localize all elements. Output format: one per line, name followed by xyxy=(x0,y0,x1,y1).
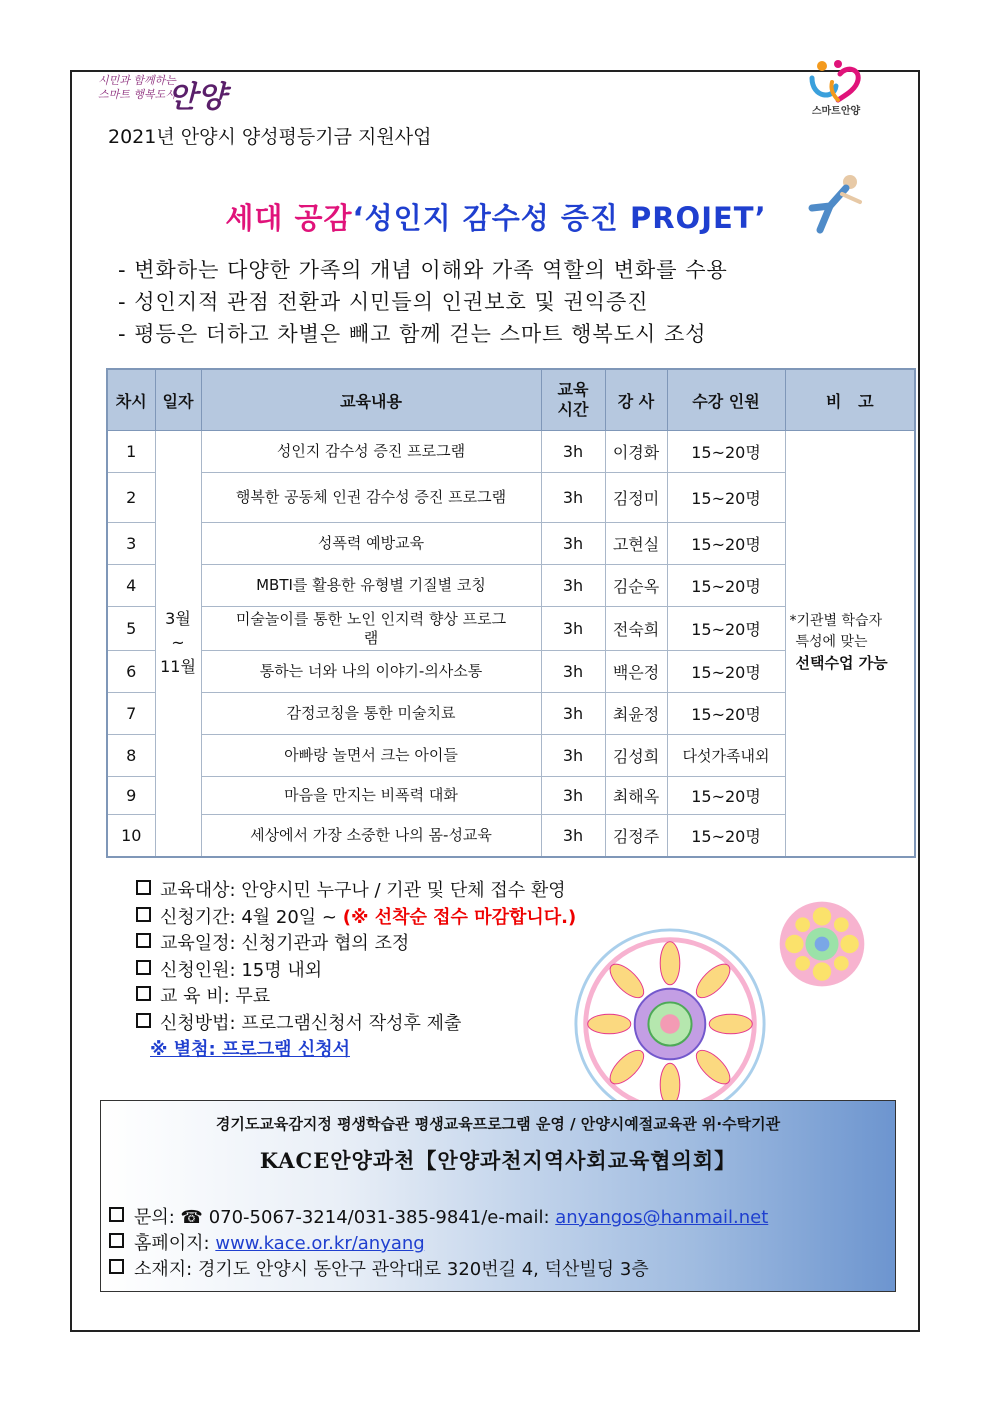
cell-hours: 3h xyxy=(541,523,605,565)
cell-no: 5 xyxy=(107,607,155,651)
cell-teacher: 김순옥 xyxy=(605,565,667,607)
note-line2: 특성에 맞는 xyxy=(795,634,868,651)
footer-contact-text: 문의: ☎ 070-5067-3214/031-385-9841/e-mail: xyxy=(134,1207,556,1228)
goal-item: - 평등은 더하고 차별은 빼고 함께 걷는 스마트 행복도시 조성 xyxy=(118,322,707,346)
cell-no: 6 xyxy=(107,651,155,693)
title-main: ‘성인지 감수성 증진 PROJET’ xyxy=(352,201,767,235)
cell-content: 세상에서 가장 소중한 나의 몸-성교육 xyxy=(201,815,541,857)
cell-hours: 3h xyxy=(541,735,605,777)
footer-homepage-label: 홈페이지: xyxy=(134,1233,216,1254)
cell-teacher: 전숙희 xyxy=(605,607,667,651)
logo-city-name: 안양 xyxy=(168,80,226,115)
table-row xyxy=(107,431,915,473)
cell-teacher: 김정미 xyxy=(605,473,667,523)
info-period xyxy=(136,905,576,932)
cell-count: 15~20명 xyxy=(667,651,785,693)
cell-count: 15~20명 xyxy=(667,777,785,815)
date-end: 11월 xyxy=(160,657,196,677)
goals-list xyxy=(118,254,728,350)
cell-hours: 3h xyxy=(541,651,605,693)
cell-content: 성폭력 예방교육 xyxy=(201,523,541,565)
cell-count: 다섯가족내외 xyxy=(667,735,785,777)
smart-anyang-logo xyxy=(800,56,872,118)
cell-teacher: 최윤정 xyxy=(605,693,667,735)
contact-footer xyxy=(100,1100,896,1292)
header-content: 교육내용 xyxy=(201,369,541,431)
info-schedule xyxy=(136,931,576,958)
cell-content-text: 미술놀이를 통한 노인 인지력 향상 프로그램 xyxy=(235,609,507,647)
checkbox-icon xyxy=(109,1233,124,1248)
cell-teacher: 이경화 xyxy=(605,431,667,473)
cell-date xyxy=(155,431,201,857)
cell-hours: 3h xyxy=(541,777,605,815)
info-fee-text: 교 육 비: 무료 xyxy=(160,986,271,1007)
footer-address xyxy=(109,1257,768,1283)
footer-contact xyxy=(109,1205,768,1231)
page-title xyxy=(0,196,992,237)
info-period-text: 신청기간: 4월 20일 ~ xyxy=(160,906,343,928)
checkbox-icon xyxy=(136,933,151,948)
mandala-decoration-icon xyxy=(572,926,768,1122)
header-date: 일자 xyxy=(155,369,201,431)
cell-count: 15~20명 xyxy=(667,473,785,523)
cell-teacher: 고현실 xyxy=(605,523,667,565)
cell-content: MBTI를 활용한 유형별 기질별 코칭 xyxy=(201,565,541,607)
header-note: 비 고 xyxy=(785,369,915,431)
cell-hours: 3h xyxy=(541,431,605,473)
header-count: 수강 인원 xyxy=(667,369,785,431)
cell-content xyxy=(201,607,541,651)
footer-homepage xyxy=(109,1231,768,1257)
smart-anyang-emblem-icon xyxy=(800,56,872,104)
cell-count: 15~20명 xyxy=(667,815,785,857)
info-fee xyxy=(136,984,576,1011)
info-attachment xyxy=(136,1037,576,1064)
note-line1: *기관별 학습자 xyxy=(789,613,883,630)
cell-count: 15~20명 xyxy=(667,607,785,651)
header-teacher: 강 사 xyxy=(605,369,667,431)
schedule-table xyxy=(106,368,916,858)
cell-no: 3 xyxy=(107,523,155,565)
email-link[interactable]: anyangos@hanmail.net xyxy=(555,1207,769,1228)
checkbox-icon xyxy=(136,907,151,922)
cell-teacher: 김정주 xyxy=(605,815,667,857)
cell-content: 마음을 만지는 비폭력 대화 xyxy=(201,777,541,815)
cell-count: 15~20명 xyxy=(667,693,785,735)
date-start: 3월 xyxy=(165,609,191,629)
cell-count: 15~20명 xyxy=(667,431,785,473)
footer-contact-lines xyxy=(109,1205,768,1283)
info-method-text: 신청방법: 프로그램신청서 작성후 제출 xyxy=(160,1012,462,1034)
header-session: 차시 xyxy=(107,369,155,431)
footer-address-text: 소재지: 경기도 안양시 동안구 관악대로 320번길 4, 덕산빌딩 3층 xyxy=(134,1259,649,1280)
program-line: 2021년 안양시 양성평등기금 지원사업 xyxy=(108,126,432,148)
cell-no: 1 xyxy=(107,431,155,473)
checkbox-icon xyxy=(136,880,151,895)
header-hours xyxy=(541,369,605,431)
checkbox-icon xyxy=(136,960,151,975)
cell-no: 7 xyxy=(107,693,155,735)
goal-item: - 성인지적 관점 전환과 시민들의 인권보호 및 권익증진 xyxy=(118,290,649,314)
goal-item: - 변화하는 다양한 가족의 개념 이해와 가족 역할의 변화를 수용 xyxy=(118,258,728,282)
footer-organization: KACE안양과천【안양과천지역사회교육협의회】 xyxy=(259,1148,737,1173)
cell-content: 아빠랑 놀면서 크는 아이들 xyxy=(201,735,541,777)
cell-no: 10 xyxy=(107,815,155,857)
info-method xyxy=(136,1011,576,1038)
cell-count: 15~20명 xyxy=(667,523,785,565)
logo-slogan-line1: 시민과 함께하는 xyxy=(98,74,176,87)
note-line3 xyxy=(790,653,915,675)
info-capacity-text: 신청인원: 15명 내외 xyxy=(160,959,323,981)
cell-no: 2 xyxy=(107,473,155,523)
checkbox-icon xyxy=(109,1207,124,1222)
note-line3-text: 선택수업 가능 xyxy=(795,654,888,673)
homepage-link[interactable]: www.kace.or.kr/anyang xyxy=(215,1233,425,1254)
attachment-note: ※ 별첨: 프로그램 신청서 xyxy=(150,1039,350,1060)
info-capacity xyxy=(136,958,576,985)
cell-no: 9 xyxy=(107,777,155,815)
info-target xyxy=(136,878,576,905)
cell-count: 15~20명 xyxy=(667,565,785,607)
cell-content: 성인지 감수성 증진 프로그램 xyxy=(201,431,541,473)
logo-slogan-line2: 스마트 행복도시 xyxy=(98,88,176,101)
cell-hours: 3h xyxy=(541,815,605,857)
cell-hours: 3h xyxy=(541,565,605,607)
info-schedule-text: 교육일정: 신청기관과 협의 조정 xyxy=(160,933,410,954)
cell-hours: 3h xyxy=(541,473,605,523)
cell-no: 4 xyxy=(107,565,155,607)
logo-caption: 스마트안양 xyxy=(811,106,861,117)
checkbox-icon xyxy=(136,1013,151,1028)
cell-note xyxy=(785,431,915,857)
info-list xyxy=(136,878,576,1064)
header-hours-text: 교육 시간 xyxy=(557,380,589,419)
cell-teacher: 백은정 xyxy=(605,651,667,693)
checkbox-icon xyxy=(136,986,151,1001)
cell-teacher: 최해옥 xyxy=(605,777,667,815)
small-mandala-decoration-icon xyxy=(776,898,868,990)
info-target-text: 교육대상: 안양시민 누구나 / 기관 및 단체 접수 환영 xyxy=(160,880,566,901)
table-header-row xyxy=(107,369,915,431)
cell-no: 8 xyxy=(107,735,155,777)
cell-content: 행복한 공동체 인권 감수성 증진 프로그램 xyxy=(201,473,541,523)
cell-teacher: 김성희 xyxy=(605,735,667,777)
cell-content: 통하는 너와 나의 이야기-의사소통 xyxy=(201,651,541,693)
cell-hours: 3h xyxy=(541,607,605,651)
checkbox-icon xyxy=(109,1259,124,1274)
title-prefix: 세대 공감 xyxy=(225,201,353,235)
info-period-notice: (※ 선착순 접수 마감합니다.) xyxy=(342,906,577,928)
cell-hours: 3h xyxy=(541,693,605,735)
footer-designation: 경기도교육감지정 평생학습관 평생교육프로그램 운영 / 안양시예절교육관 위·수탁기관 xyxy=(215,1115,781,1133)
anyang-city-logo xyxy=(94,70,234,115)
cell-content: 감정코칭을 통한 미술치료 xyxy=(201,693,541,735)
date-sep: ~ xyxy=(171,633,185,653)
